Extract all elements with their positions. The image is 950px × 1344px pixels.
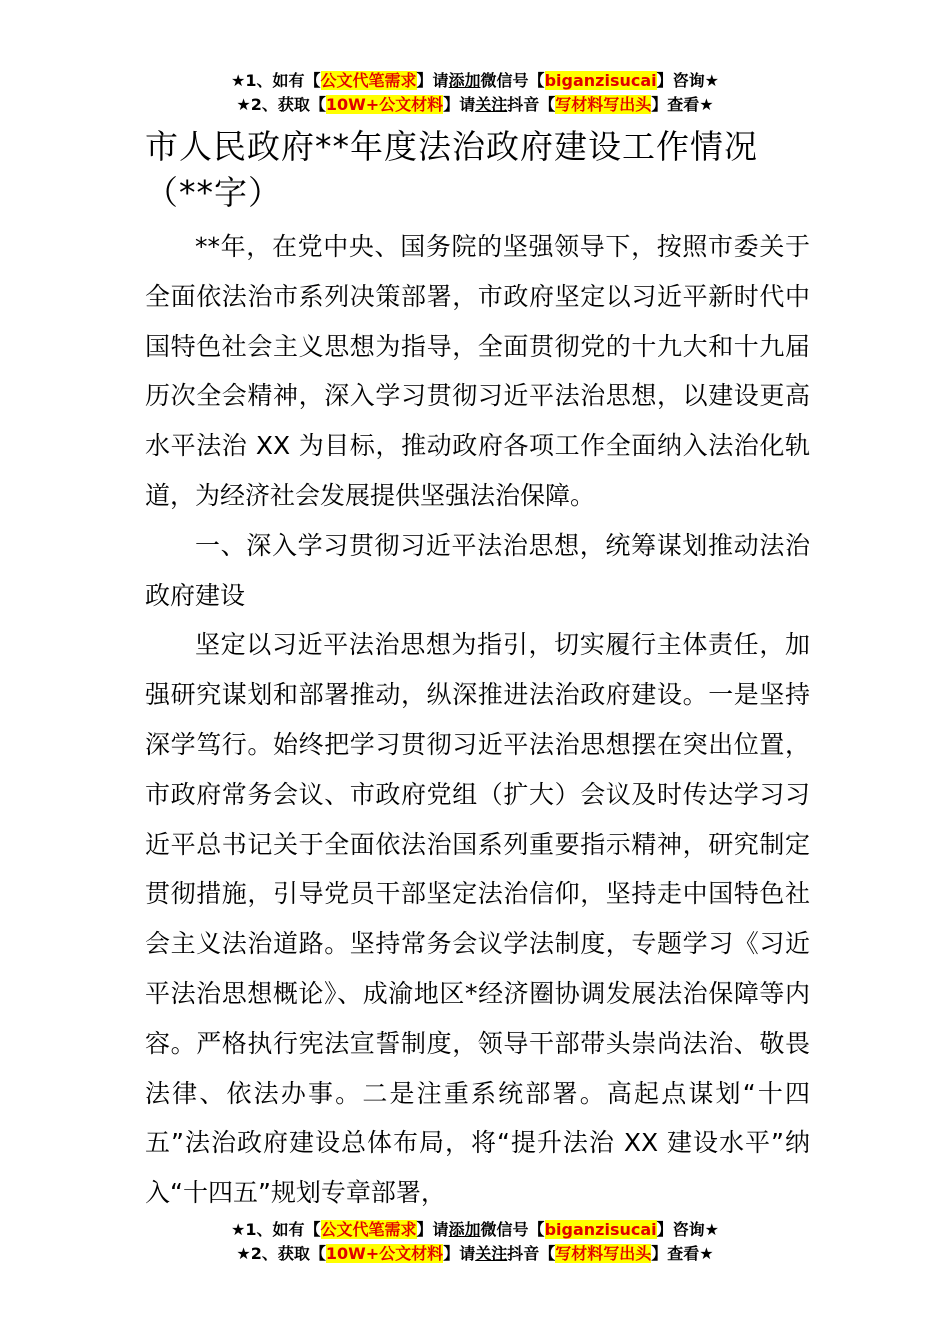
document-title: 市人民政府**年度法治政府建设工作情况 [145,127,758,166]
highlight-service: 公文代笔需求 [320,71,417,90]
promo-banner-top [0,69,950,117]
document-body [145,222,810,1218]
highlight-materials: 10W+公文材料 [325,95,444,114]
promo-line-1: ★1、如有【公文代笔需求】请添加微信号【biganzisucai】咨询★ [231,1220,719,1239]
promo-line-1: ★1、如有【公文代笔需求】请添加微信号【biganzisucai】咨询★ [231,71,719,90]
body-paragraph: **年，在党中央、国务院的坚强领导下，按照市委关于全面依法治市系列决策部署，市政府坚定以习近平新时代中国特色社会主义思想为指导，全面贯彻党的十九大和十九届历次全会精神，深入学习贯彻习近平法治思想，以建设更高水平法治 XX 为目标，推动政府各项工作全面纳入法治化轨道，为经济社会发展提供坚强法治保障。 [145,232,810,510]
highlight-wechat-id: biganzisucai [544,1220,657,1239]
section-heading: 一、深入学习贯彻习近平法治思想，统筹谋划推动法治政府建设 [145,530,810,610]
document-subtitle: （**字） [145,173,282,212]
highlight-materials: 10W+公文材料 [325,1244,444,1263]
promo-banner-bottom [0,1218,950,1266]
highlight-douyin-id: 写材料写出头 [555,1244,652,1263]
promo-line-2: ★2、获取【10W+公文材料】请关注抖音【写材料写出头】查看★ [236,1244,714,1263]
promo-line-2: ★2、获取【10W+公文材料】请关注抖音【写材料写出头】查看★ [236,95,714,114]
highlight-service: 公文代笔需求 [320,1220,417,1239]
highlight-wechat-id: biganzisucai [544,71,657,90]
highlight-douyin-id: 写材料写出头 [555,95,652,114]
body-paragraph: 坚定以习近平法治思想为指引，切实履行主体责任，加强研究谋划和部署推动，纵深推进法治政府建设。一是坚持深学笃行。始终把学习贯彻习近平法治思想摆在突出位置，市政府常务会议、市政府党组（扩大）会议及时传达学习习近平总书记关于全面依法治国系列重要指示精神，研究制定贯彻措施，引导党员干部坚定法治信仰，坚持走中国特色社会主义法治道路。坚持常务会议学法制度，专题学习《习近平法治思想概论》、成渝地区*经济圈协调发展法治保障等内容。严格执行宪法宣誓制度，领导干部带头崇尚法治、敬畏法律、依法办事。二是注重系统部署。高起点谋划“十四五”法治政府建设总体布局，将“提升法治 XX 建设水平”纳入“十四五”规划专章部署， [145,630,810,1208]
